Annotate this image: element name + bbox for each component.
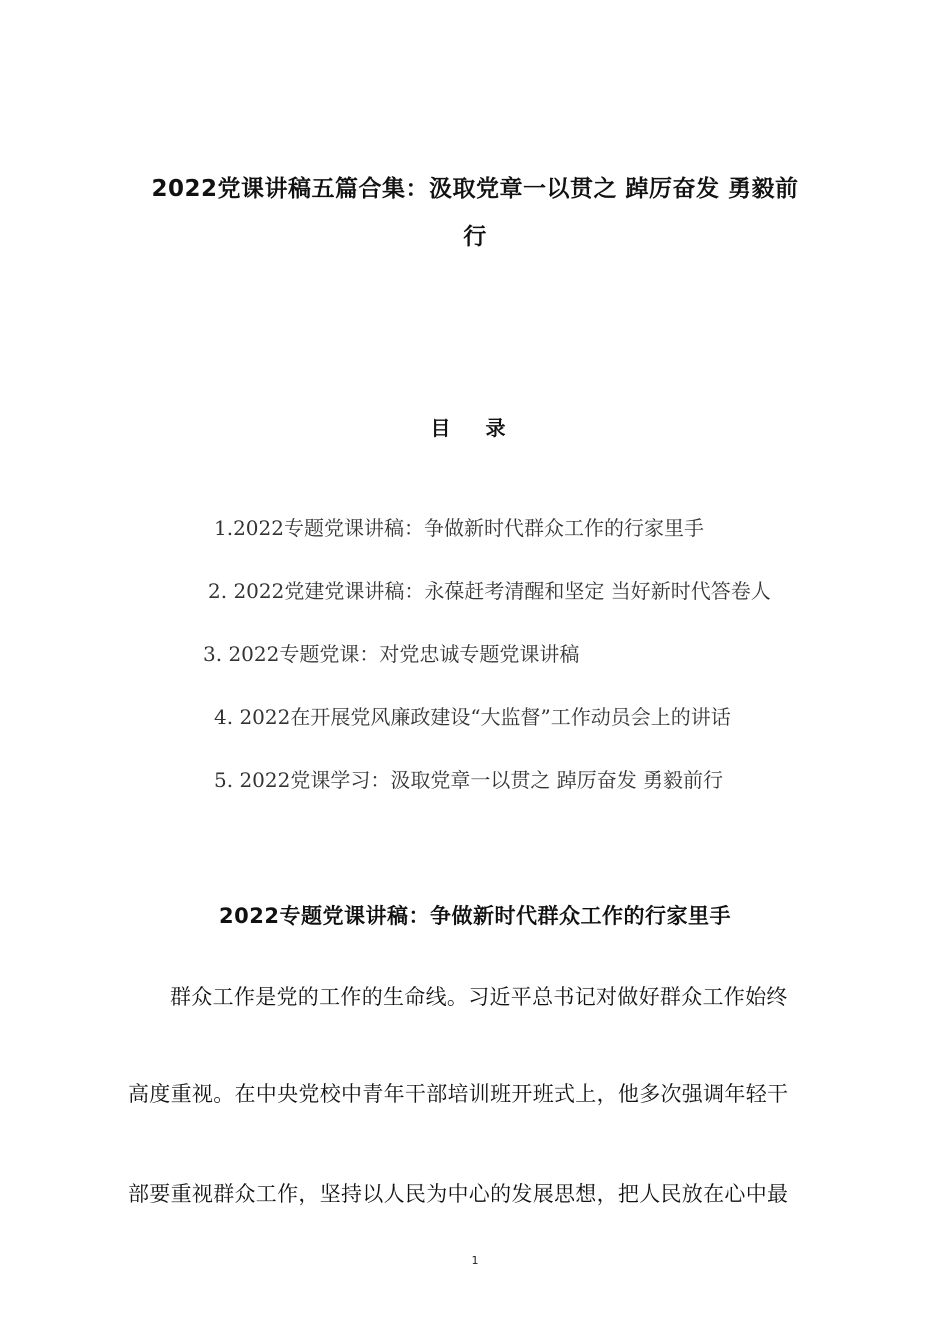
document-title-line1: 2022党课讲稿五篇合集：汲取党章一以贯之 踔厉奋发 勇毅前 bbox=[151, 176, 799, 202]
document-title-line2: 行 bbox=[463, 224, 487, 250]
page-number: 1 bbox=[471, 1254, 479, 1267]
toc-item-5: 5. 2022党课学习：汲取党章一以贯之 踔厉奋发 勇毅前行 bbox=[214, 768, 724, 792]
toc-item-3: 3. 2022专题党课：对党忠诚专题党课讲稿 bbox=[203, 642, 580, 666]
body-line-3: 部要重视群众工作，坚持以人民为中心的发展思想，把人民放在心中最 bbox=[128, 1182, 789, 1206]
toc-item-4: 4. 2022在开展党风廉政建设“大监督”工作动员会上的讲话 bbox=[214, 705, 731, 729]
toc-item-2: 2. 2022党建党课讲稿：永葆赶考清醒和坚定 当好新时代答卷人 bbox=[208, 579, 771, 603]
section-heading: 2022专题党课讲稿：争做新时代群众工作的行家里手 bbox=[219, 904, 731, 928]
body-line-2: 高度重视。在中央党校中青年干部培训班开班式上，他多次强调年轻干 bbox=[128, 1082, 789, 1106]
body-line-1: 群众工作是党的工作的生命线。习近平总书记对做好群众工作始终 bbox=[170, 985, 788, 1009]
toc-item-1: 1.2022专题党课讲稿：争做新时代群众工作的行家里手 bbox=[214, 516, 704, 540]
toc-heading: 目 录 bbox=[430, 416, 520, 440]
